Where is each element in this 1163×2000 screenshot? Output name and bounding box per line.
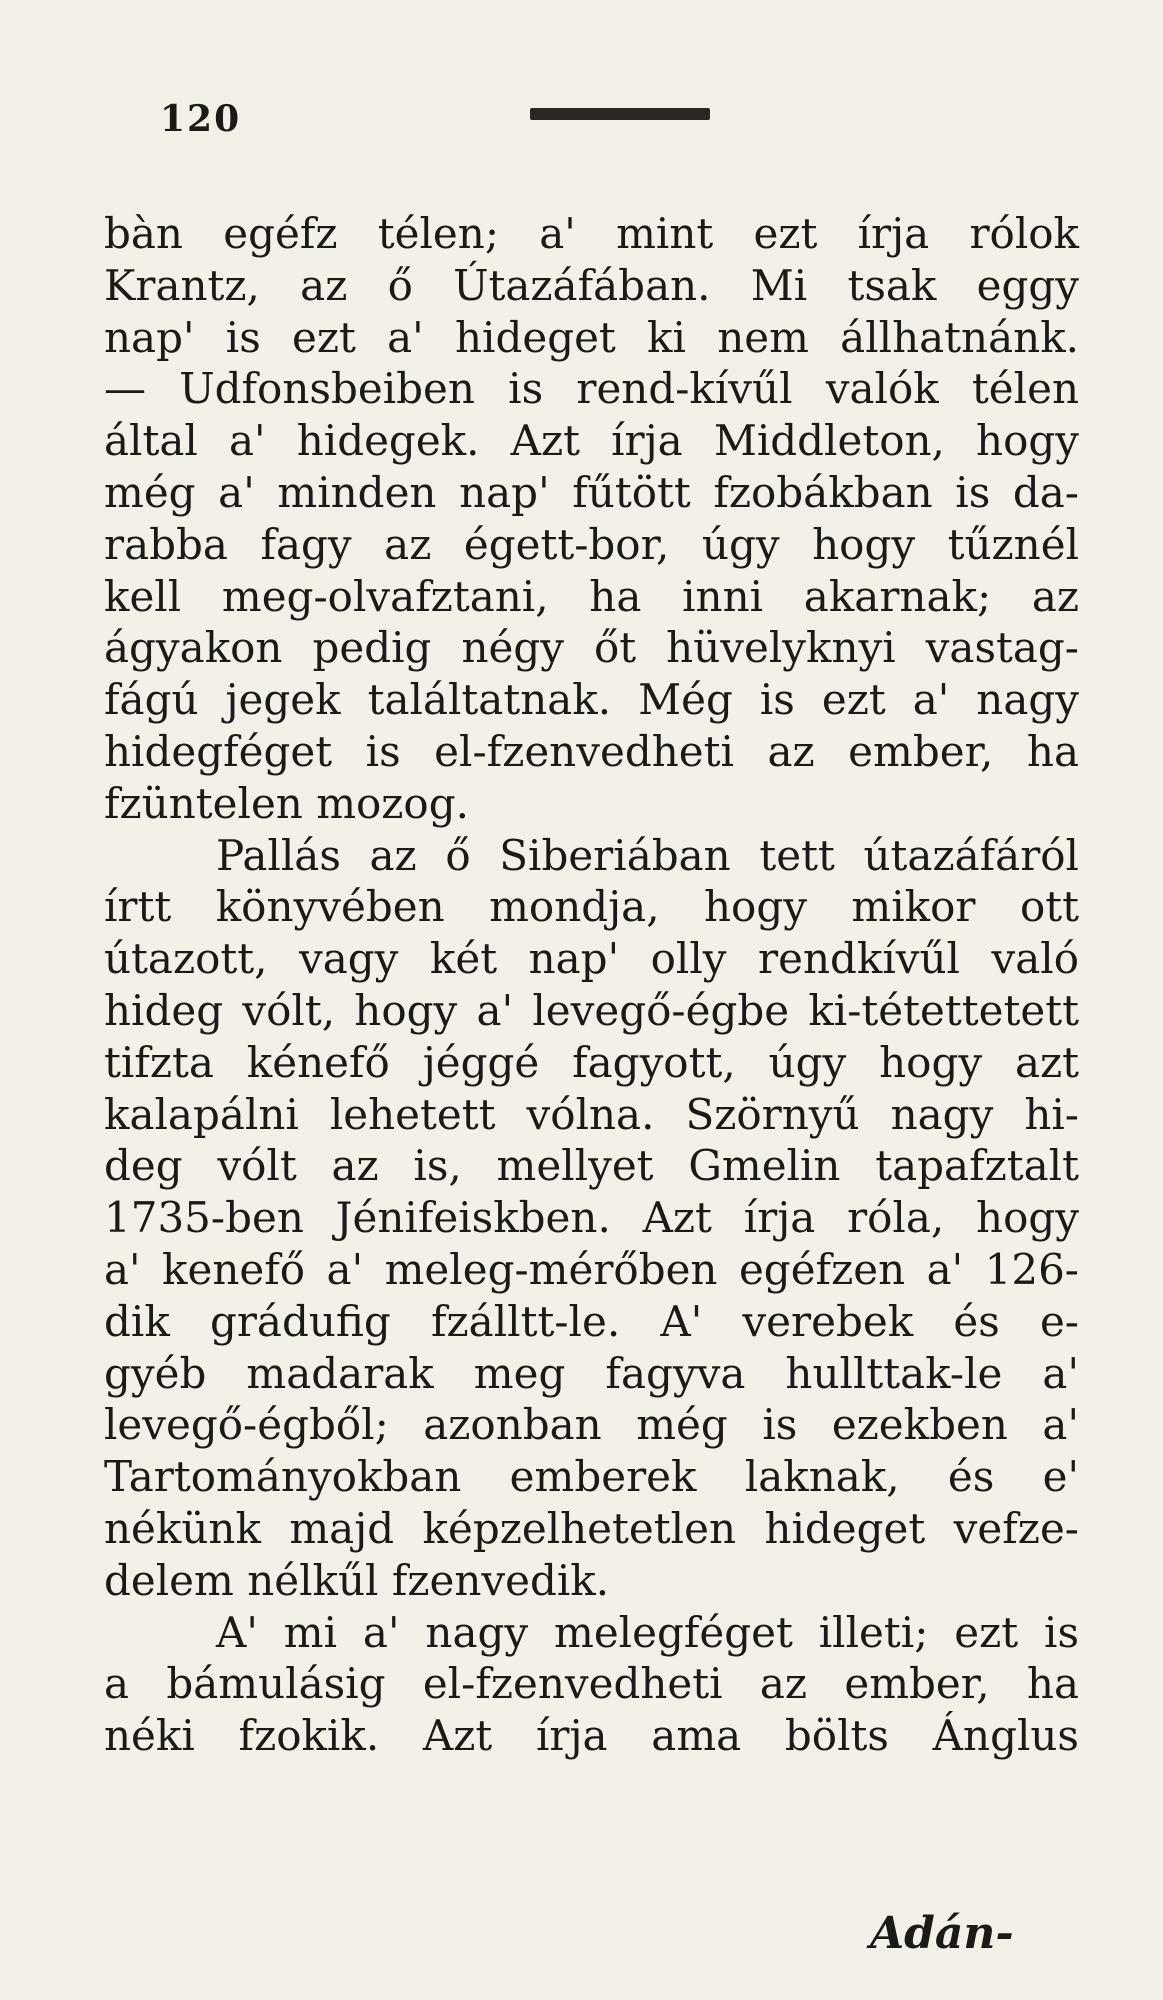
text-line: rabba fagy az égett-bor, úgy hogy tűznél (104, 519, 1079, 569)
text-line: fágú jegek találtatnak. Még is ezt a' nagy (104, 675, 1079, 725)
text-line: nékünk majd képzelhetetlen hideget vefze- (104, 1503, 1079, 1553)
text-line: a' kenefő a' meleg-mérőben egéfzen a' 126- (104, 1244, 1079, 1294)
text-line: nap' is ezt a' hideget ki nem állhatnánk. (104, 312, 1079, 362)
text-line: néki fzokik. Azt írja ama bölts Ánglus (104, 1711, 1079, 1761)
text-line: által a' hidegek. Azt írja Middleton, hogy (104, 416, 1079, 466)
text-line: tifzta kénefő jéggé fagyott, úgy hogy azt (104, 1037, 1079, 1087)
text-line: hidegféget is el-fzenvedheti az ember, ha (104, 726, 1079, 776)
text-line: dik grádufig fzálltt-le. A' verebek és e- (104, 1296, 1079, 1346)
text-line: még a' minden nap' fűtött fzobákban is da- (104, 467, 1079, 517)
text-line: útazott, vagy két nap' olly rendkívűl való (104, 934, 1079, 984)
text-line: hideg vólt, hogy a' levegő-égbe ki-tétettetett (104, 985, 1079, 1035)
text-line: Tartományokban emberek laknak, és e' (104, 1452, 1079, 1502)
text-line: ágyakon pedig négy őt hüvelyknyi vastag- (104, 623, 1079, 673)
text-line: bàn egéfz télen; a' mint ezt írja rólok (104, 209, 1079, 258)
text-line: a bámulásig el-fzenvedheti az ember, ha (104, 1659, 1079, 1709)
text-line: kell meg-olvafztani, ha inni akarnak; az (104, 571, 1079, 621)
page-number: 120 (160, 98, 242, 140)
body-text (104, 208, 1079, 1762)
text-line: Pallás az ő Siberiában tett útazáfáról (216, 830, 1079, 880)
header-rule (530, 108, 710, 120)
catchword: Adán- (870, 1908, 1014, 1959)
text-line: Krantz, az ő Útazáfában. Mi tsak eggy (104, 260, 1079, 310)
text-line: delem nélkűl fzenvedik. (104, 1555, 610, 1605)
text-line: levegő-égből; azonban még is ezekben a' (104, 1400, 1079, 1450)
text-line: — Udfonsbeiben is rend-kívűl valók télen (104, 364, 1079, 414)
text-line: A' mi a' nagy melegféget illeti; ezt is (216, 1607, 1079, 1657)
text-line: 1735-ben Jénifeiskben. Azt írja róla, hogy (104, 1193, 1079, 1243)
text-line: kalapálni lehetett vólna. Szörnyű nagy hi- (104, 1089, 1079, 1139)
text-line: fzüntelen mozog. (104, 778, 469, 828)
text-line: írtt könyvében mondja, hogy mikor ott (104, 882, 1079, 932)
text-line: deg vólt az is, mellyet Gmelin tapafztalt (104, 1141, 1079, 1191)
text-line: gyéb madarak meg fagyva hullttak-le a' (104, 1348, 1079, 1398)
